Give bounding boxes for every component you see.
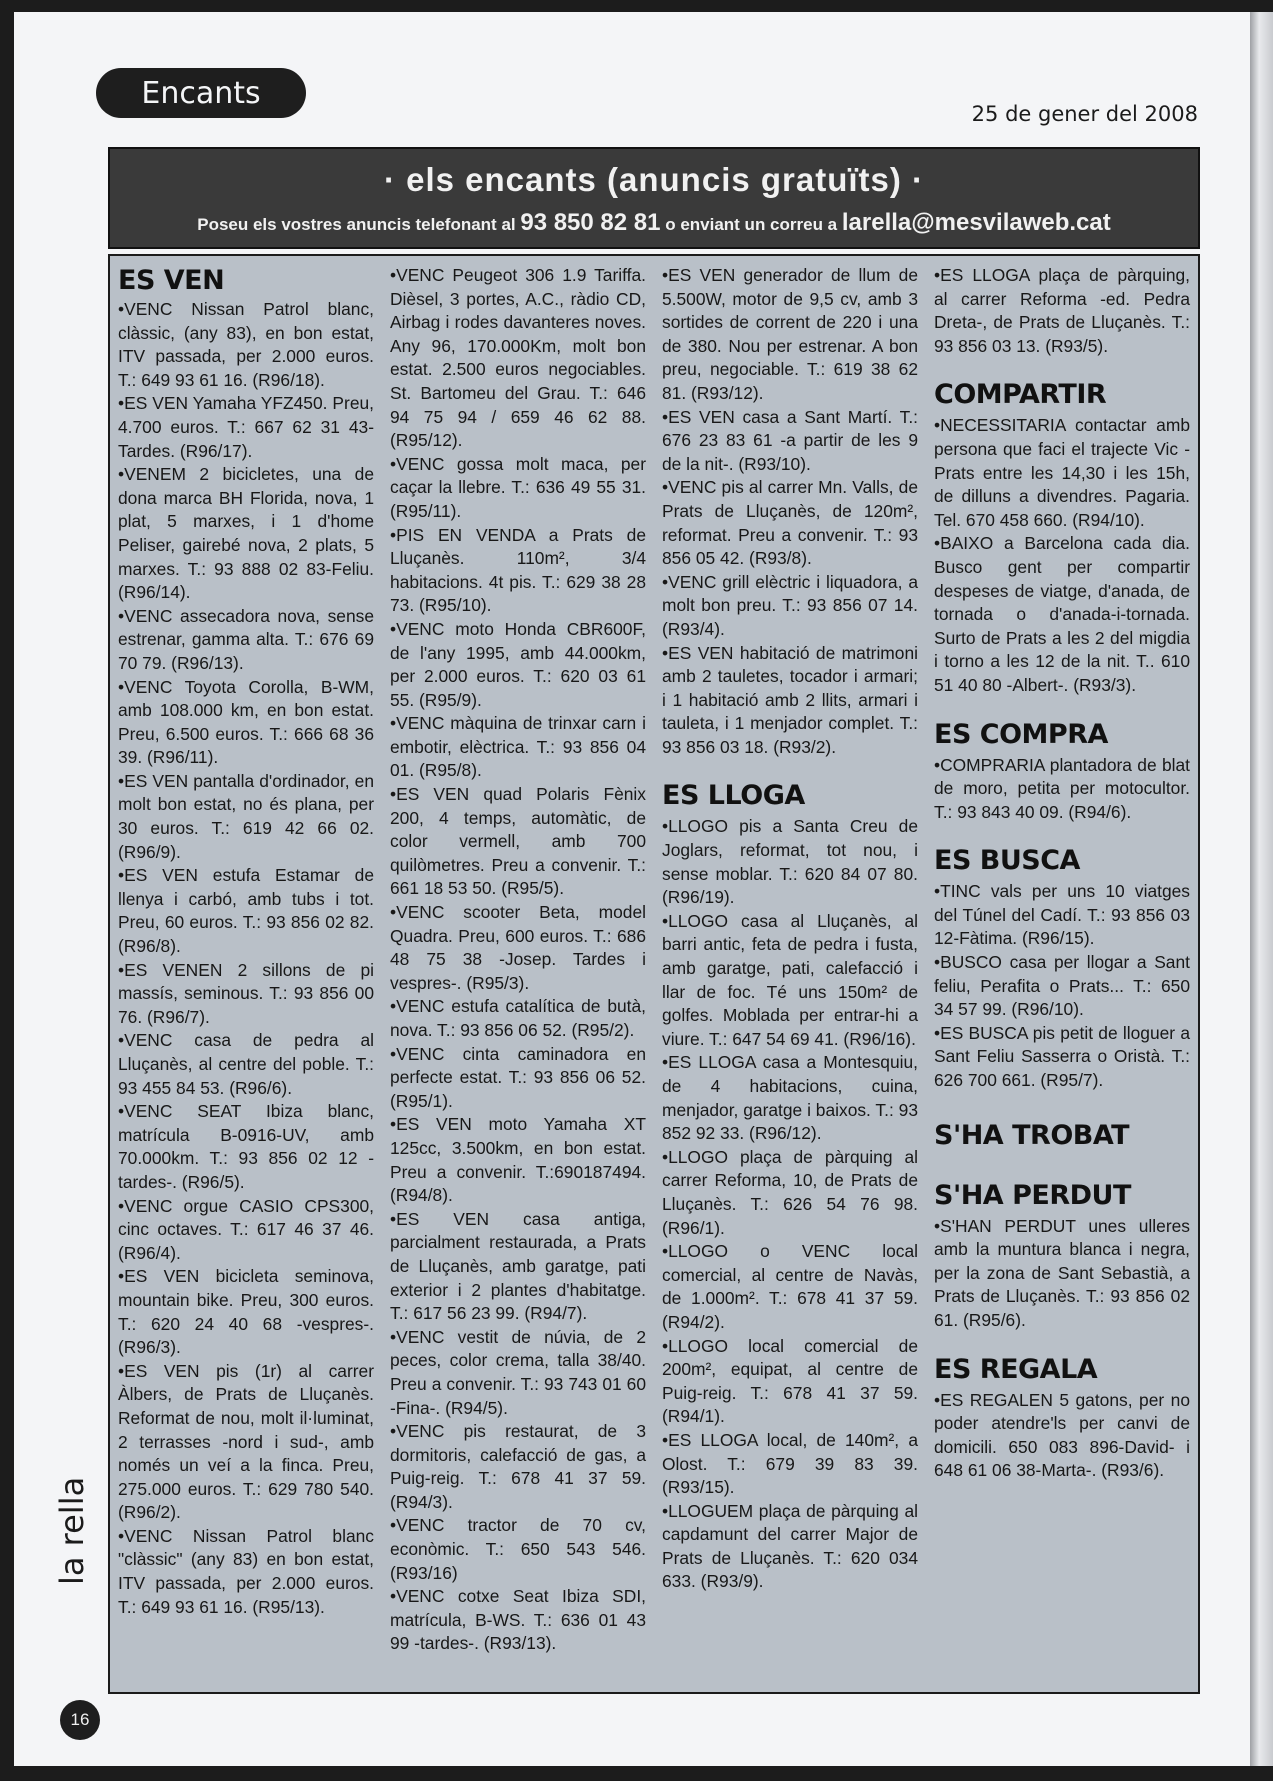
classifieds-banner — [108, 147, 1200, 249]
ad-item: •VENC cotxe Seat Ibiza SDI, matrícula, B-WS. T.: 636 01 43 99 -tardes-. (R93/13). — [390, 1586, 646, 1654]
column-3 — [662, 264, 918, 1594]
ad-item: •VENC Nissan Patrol blanc, clàssic, (any 83), en bon estat, ITV passada, per 2.000 euros. T.: 649 93 61 16. (R96/18). — [118, 299, 374, 390]
section-heading-sha-trobat: S'HA TROBAT — [934, 1119, 1130, 1151]
ad-item: •LLOGO casa al Lluçanès, al barri antic, feta de pedra i fusta, amb garatge, pati, calefacció i llar de foc. Té uns 150m² de golfes. Moblada per entrar-hi a viure. T.: 647 54 69 41. (R96/16). — [662, 910, 918, 1049]
contact-email: larella@mesvilaweb.cat — [841, 209, 1111, 236]
section-tab: Encants — [96, 68, 306, 118]
ad-item: •VENC gossa molt maca, per caçar la llebre. T.: 636 49 55 31. (R95/11). — [390, 453, 646, 521]
ad-item: •VENC Toyota Corolla, B-WM, amb 108.000 km, en bon estat. Preu, 6.500 euros. T.: 666 68 36 39. (R96/11). — [118, 676, 374, 768]
ad-item: •ES VEN pis (1r) al carrer Àlbers, de Prats de Lluçanès. Reformat de nou, molt il·luminat, 2 terrasses -nord i sud-, amb només un veí a la finca. Preu, 275.000 euros. T.: 629 780 540. (R96/2). — [118, 1360, 374, 1523]
ad-item: •ES VEN moto Yamaha XT 125cc, 3.500km, en bon estat. Preu a convenir. T.:690187494. (R94/8). — [390, 1114, 646, 1206]
ad-item: •ES VEN estufa Estamar de llenya i carbó, amb tubs i tot. Preu, 60 euros. T.: 93 856 02 82. (R96/8). — [118, 865, 374, 957]
section-heading-es-compra: ES COMPRA — [934, 718, 1108, 750]
banner-instructions — [110, 209, 1198, 237]
ad-item: •ES VEN generador de llum de 5.500W, motor de 9,5 cv, amb 3 sortides de corrent de 220 i una de 380. Nou per estrenar. A bon preu, negociable. T.: 619 38 62 81. (R93/12). — [662, 265, 918, 403]
ad-item: •VENC Nissan Patrol blanc "clàssic" (any 83) en bon estat, ITV passada, per 2.000 euros. T.: 649 93 61 16. (R95/13). — [118, 1525, 374, 1617]
ad-item: •VENC estufa catalítica de butà, nova. T.: 93 856 06 52. (R95/2). — [390, 996, 646, 1040]
ad-item: •VENC SEAT Ibiza blanc, matrícula B-0916-UV, amb 70.000km. T.: 93 856 02 12 -tardes-. (R96/5). — [118, 1101, 374, 1192]
ad-item: •VENC scooter Beta, model Quadra. Preu, 600 euros. T.: 686 48 75 38 -Josep. Tardes i vespres-. (R95/3). — [390, 902, 646, 993]
ad-item: •BAIXO a Barcelona cada dia. Busco gent per compartir despeses de viatge, d'anada, de tornada o d'anada-i-tornada. Surto de Prats a les 2 del migdia i torno a les 12 de la nit. T.. 610 51 40 80 -Albert-. (R93/3). — [934, 533, 1190, 695]
section-heading-compartir: COMPARTIR — [934, 379, 1107, 411]
ad-item: •VENC tractor de 70 cv, econòmic. T.: 650 543 546. (R93/16) — [390, 1515, 646, 1583]
classifieds-box — [108, 254, 1200, 1694]
section-heading-es-busca: ES BUSCA — [934, 845, 1080, 877]
ad-item: •ES BUSCA pis petit de lloguer a Sant Feliu Sasserra o Oristà. T.: 626 700 661. (R95/7). — [934, 1022, 1190, 1091]
next-page-edge — [1250, 12, 1273, 1766]
column-4 — [934, 264, 1190, 1483]
ad-item: •ES VEN pantalla d'ordinador, en molt bon estat, no és plana, per 30 euros. T.: 619 42 66 02. (R96/9). — [118, 770, 374, 862]
section-heading-es-regala: ES REGALA — [934, 1353, 1098, 1385]
ad-item: •LLOGO o VENC local comercial, al centre de Navàs, de 1.000m². T.: 678 41 37 59. (R94/2). — [662, 1241, 918, 1332]
ad-item: •ES VENEN 2 sillons de pi massís, seminous. T.: 93 856 00 76. (R96/7). — [118, 959, 374, 1027]
section-heading-sha-perdut: S'HA PERDUT — [934, 1179, 1131, 1211]
ad-item: •ES LLOGA plaça de pàrquing, al carrer Reforma -ed. Pedra Dreta-, de Prats de Lluçanès. T.: 93 856 03 13. (R93/5). — [934, 265, 1190, 356]
ad-item: •PIS EN VENDA a Prats de Lluçanès. 110m², 3/4 habitacions. 4t pis. T.: 629 38 28 73. (R95/10). — [390, 524, 646, 616]
section-heading-es-lloga: ES LLOGA — [662, 780, 805, 812]
ad-item: •VENC orgue CASIO CPS300, cinc octaves. T.: 617 46 37 46. (R96/4). — [118, 1195, 374, 1263]
ad-item: •VENC cinta caminadora en perfecte estat. T.: 93 856 06 52. (R95/1). — [390, 1043, 646, 1111]
ad-item: •ES VEN bicicleta seminova, mountain bike. Preu, 300 euros. T.: 620 24 40 68 -vespres-. (R96/3). — [118, 1266, 374, 1358]
ad-item: •BUSCO casa per llogar a Sant feliu, Perafita o Prats... T.: 650 34 57 99. (R96/10). — [934, 952, 1190, 1020]
ad-item: •TINC vals per uns 10 viatges del Túnel del Cadí. T.: 93 856 03 12-Fàtima. (R96/15). — [934, 881, 1190, 949]
ad-item: •VENC vestit de núvia, de 2 peces, color crema, talla 38/40. Preu a convenir. T.: 93 743 01 60 -Fina-. (R94/5). — [390, 1326, 646, 1418]
ad-item: •ES VEN casa a Sant Martí. T.: 676 23 83 61 -a partir de les 9 de la nit-. (R93/10). — [662, 406, 918, 474]
ad-item: •LLOGO local comercial de 200m², equipat, al centre de Puig-reig. T.: 678 41 37 59. (R94/1). — [662, 1335, 918, 1427]
ad-item: •LLOGUEM plaça de pàrquing al capdamunt del carrer Major de Prats de Lluçanès. T.: 620 034 633. (R93/9). — [662, 1500, 918, 1592]
ad-item: •COMPRARIA plantadora de blat de moro, petita per motocultor. T.: 93 843 40 09. (R94/6). — [934, 754, 1190, 822]
ad-item: •VENC pis restaurat, de 3 dormitoris, calefacció de gas, a Puig-reig. T.: 678 41 37 59. (R94/3). — [390, 1421, 646, 1512]
ad-item: •VENC màquina de trinxar carn i embotir, elèctrica. T.: 93 856 04 01. (R95/8). — [390, 713, 646, 781]
ad-item: •ES VEN habitació de matrimoni amb 2 tauletes, tocador i armari; i 1 habitació amb 2 llits, armari i tauleta, i 1 menjador complet. T.: 93 856 03 18. (R93/2). — [662, 642, 918, 757]
ad-item: •ES LLOGA casa a Montesquiu, de 4 habitacions, cuina, menjador, garatge i baixos. T.: 93 852 92 33. (R96/12). — [662, 1052, 918, 1144]
ad-item: •VENC pis al carrer Mn. Valls, de Prats de Lluçanès, de 120m², reformat. Preu a convenir. T.: 93 856 05 42. (R93/8). — [662, 477, 918, 569]
ad-item: •VENC casa de pedra al Lluçanès, al centre del poble. T.: 93 455 84 53. (R96/6). — [118, 1030, 374, 1098]
ad-item: •ES VEN quad Polaris Fènix 200, 4 temps, automàtic, de color vermell, amb 700 quilòmetres. Preu a convenir. T.: 661 18 53 50. (R95/5). — [390, 784, 646, 899]
ad-item: •ES VEN casa antiga, parcialment restaurada, a Prats de Lluçanès, amb garatge, pati exterior i 2 plantes d'habitatge. T.: 617 56 23 99. (R94/7). — [390, 1208, 646, 1324]
ad-item: •LLOGO pis a Santa Creu de Joglars, reformat, tot nou, i sense moblar. T.: 620 84 07 80. (R96/19). — [662, 816, 918, 908]
publication-name: la rella — [53, 1476, 91, 1585]
ad-item: •ES LLOGA local, de 140m², a Olost. T.: 679 39 83 39. (R93/15). — [662, 1429, 918, 1498]
instructions-text: Poseu els vostres anuncis telefonant al — [197, 215, 521, 234]
ad-item: •NECESSITARIA contactar amb persona que faci el trajecte Vic - Prats entre les 14,30 i les 15h, de dilluns a divendres. Pagaria. Tel. 670 458 660. (R94/10). — [934, 415, 1190, 530]
ad-item: •VENC assecadora nova, sense estrenar, gamma alta. T.: 676 69 70 79. (R96/13). — [118, 605, 374, 673]
ad-item: •VENC grill elèctric i liquadora, a molt bon preu. T.: 93 856 07 14. (R93/4). — [662, 571, 918, 639]
ad-item: •VENEM 2 bicicletes, una de dona marca BH Florida, nova, 1 plat, 5 marxes, i 1 d'home Peliser, gairebé nova, 2 plats, 5 marxes. T.: 93 888 02 83-Feliu. (R96/14). — [118, 464, 374, 603]
issue-date: 25 de gener del 2008 — [971, 102, 1198, 126]
section-heading-es-ven: ES VEN — [118, 265, 225, 296]
instructions-text-2: o enviant un correu a — [660, 215, 842, 234]
ad-item: •LLOGO plaça de pàrquing al carrer Reforma, 10, de Prats de Lluçanès. T.: 626 54 76 98. (R96/1). — [662, 1146, 918, 1238]
contact-phone: 93 850 82 81 — [520, 209, 661, 236]
banner-title: · els encants (anuncis gratuïts) · — [383, 161, 925, 198]
page-number: 16 — [60, 1700, 100, 1740]
column-1 — [118, 264, 374, 1619]
ad-item: •ES VEN Yamaha YFZ450. Preu, 4.700 euros. T.: 667 62 31 43-Tardes. (R96/17). — [118, 393, 374, 461]
column-2 — [390, 264, 646, 1656]
ad-item: •S'HAN PERDUT unes ulleres amb la muntura blanca i negra, per la zona de Sant Sebastià, a Prats de Lluçanès. T.: 93 856 02 61. (R95/6). — [934, 1215, 1190, 1330]
ad-item: •VENC Peugeot 306 1.9 Tariffa. Dièsel, 3 portes, A.C., ràdio CD, Airbag i rodes davanteres noves. Any 96, 170.000Km, molt bon estat. 2.500 euros negociables. St. Bartomeu del Grau. T.: 646 94 75 94 / 659 46 62 88. (R95/12). — [390, 265, 646, 451]
ad-item: •VENC moto Honda CBR600F, de l'any 1995, amb 44.000km, per 2.000 euros. T.: 620 03 61 55. (R95/9). — [390, 618, 646, 710]
ad-item: •ES REGALEN 5 gatons, per no poder atendre'ls per canvi de domicili. 650 083 896-David- i 648 61 06 38-Marta-. (R93/6). — [934, 1389, 1190, 1481]
